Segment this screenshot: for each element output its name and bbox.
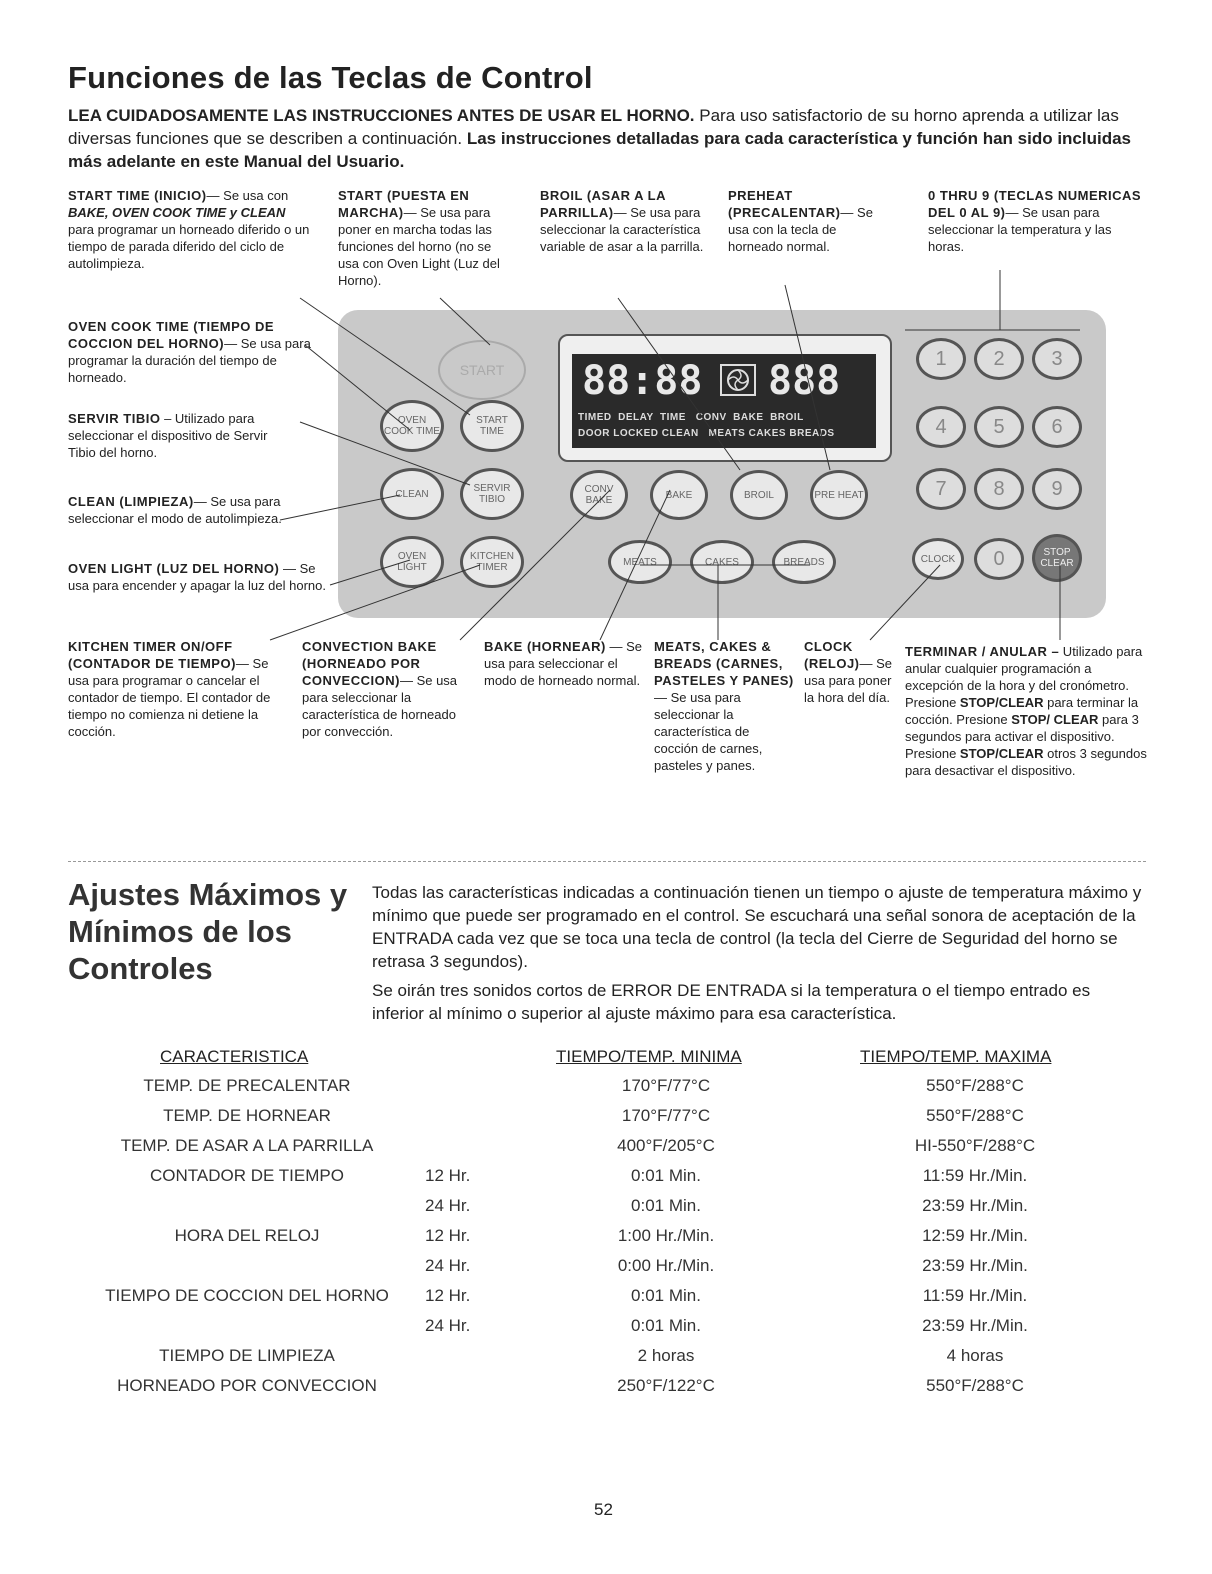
note-preheat-head: PREHEAT (PRECALENTAR)	[728, 188, 841, 220]
note-kitchen-timer-text: — Se usa para programar o cancelar el contador de tiempo. El contador de tiempo no comienza ni detiene la cocción.	[68, 656, 271, 739]
display-temp-digits: 888	[768, 358, 841, 404]
table-cell-max: 12:59 Hr./Min.	[922, 1226, 1028, 1245]
display-time-digits: 88:88	[582, 358, 703, 404]
note-servir-tibio-head: SERVIR TIBIO	[68, 411, 161, 426]
number-key-8[interactable]: 8	[974, 468, 1024, 510]
note-preheat-text: — Se usa con la tecla de horneado normal.	[728, 205, 873, 254]
intro-text-1: Para uso satisfactorio de su horno aprenda a utilizar las diversas funciones que se describen a continuación.	[68, 106, 1119, 148]
table-cell-min: 170°F/77°C	[621, 1106, 711, 1125]
section-divider	[68, 861, 1146, 862]
note-stop-text-2: para terminar la cocción. Presione	[905, 695, 1139, 727]
table-cell-max: 11:59 Hr./Min.	[922, 1166, 1028, 1185]
number-key-9[interactable]: 9	[1032, 468, 1082, 510]
note-oven-cook-time-head: OVEN COOK TIME (TIEMPO DE COCCION DEL HORNO)	[68, 319, 275, 351]
note-bake-head: BAKE (HORNEAR)	[484, 639, 606, 654]
note-convection	[302, 638, 472, 740]
note-meats-text: — Se usa para seleccionar la característica de cocción de carnes, pasteles y panes.	[654, 690, 763, 773]
servir-tibio-key[interactable]: SERVIR TIBIO	[460, 468, 524, 520]
note-start-time-italic: BAKE, OVEN COOK TIME y CLEAN	[68, 205, 286, 220]
note-clean-text: — Se usa para seleccionar el modo de autolimpieza.	[68, 494, 282, 526]
intro-bold-1: LEA CUIDADOSAMENTE LAS INSTRUCCIONES ANTES DE USAR EL HORNO.	[68, 106, 695, 125]
table-cell-feature: HORA DEL RELOJ	[174, 1226, 320, 1245]
table-cell-min: 170°F/77°C	[621, 1076, 711, 1095]
table-cell-max: 23:59 Hr./Min.	[922, 1256, 1028, 1275]
stop-clear-key[interactable]: STOP CLEAR	[1032, 534, 1082, 582]
note-bake-text: — Se usa para seleccionar el modo de horneado normal.	[484, 639, 642, 688]
note-clean-head: CLEAN (LIMPIEZA)	[68, 494, 194, 509]
note-stop-bold-2: STOP/ CLEAR	[1011, 712, 1099, 727]
table-cell-max: 550°F/288°C	[926, 1106, 1024, 1125]
number-key-0[interactable]: 0	[974, 538, 1024, 580]
section-paragraph-2: Se oirán tres sonidos cortos de ERROR DE ENTRADA si la temperatura o el tiempo entrado es inferior al mínimo o superior al ajuste máximo para esa característica.	[372, 981, 1091, 1023]
note-clock-text: — Se usa para poner la hora del día.	[804, 656, 893, 705]
table-cell-feature: HORNEADO POR CONVECCION	[117, 1376, 377, 1395]
table-header-min: TIEMPO/TEMP. MINIMA	[556, 1047, 742, 1066]
number-key-7[interactable]: 7	[916, 468, 966, 510]
page-title: Funciones de las Teclas de Control	[68, 60, 593, 95]
preheat-key[interactable]: PRE HEAT	[810, 470, 868, 520]
table-cell-min: 0:01 Min.	[631, 1286, 701, 1305]
table-cell-feature: TEMP. DE HORNEAR	[163, 1106, 331, 1125]
cakes-key[interactable]: CAKES	[690, 540, 754, 584]
table-cell-min: 2 horas	[637, 1346, 695, 1365]
note-servir-tibio-text: – Utilizado para seleccionar el dispositivo de Servir Tibio del horno.	[68, 411, 268, 460]
note-start-text: — Se usa para poner en marcha todas las funciones del horno (no se usa con Oven Light (Luz del Horno).	[338, 205, 500, 288]
table-cell-max: 11:59 Hr./Min.	[922, 1286, 1028, 1305]
oven-light-key[interactable]: OVEN LIGHT	[380, 536, 444, 588]
table-cell-feature: CONTADOR DE TIEMPO	[150, 1166, 344, 1185]
note-stop-bold-3: STOP/CLEAR	[959, 746, 1044, 761]
table-cell-mode: 12 Hr.	[425, 1166, 471, 1185]
table-cell-mode: 12 Hr.	[425, 1226, 471, 1245]
table-cell-min: 1:00 Hr./Min.	[617, 1226, 715, 1245]
table-cell-mode: 24 Hr.	[425, 1256, 471, 1275]
number-key-5[interactable]: 5	[974, 406, 1024, 448]
meats-key[interactable]: MEATS	[608, 540, 672, 584]
note-oven-light-head: OVEN LIGHT (LUZ DEL HORNO)	[68, 561, 280, 576]
table-cell-max: 23:59 Hr./Min.	[922, 1316, 1028, 1335]
number-key-2[interactable]: 2	[974, 338, 1024, 380]
clean-key[interactable]: CLEAN	[380, 468, 444, 520]
note-stop-text-3: para 3 segundos para activar el dispositivo. Presione	[905, 712, 1139, 761]
note-convection-head: CONVECTION BAKE (HORNEADO POR CONVECCION)	[302, 639, 437, 688]
clock-key[interactable]: CLOCK	[912, 538, 964, 580]
table-cell-feature: TIEMPO DE LIMPIEZA	[159, 1346, 335, 1365]
note-convection-text: — Se usa para seleccionar la característica de horneado por convección.	[302, 673, 458, 739]
table-cell-max: 550°F/288°C	[926, 1076, 1024, 1095]
table-cell-mode: 24 Hr.	[425, 1316, 471, 1335]
note-clock	[804, 638, 899, 706]
section-paragraph-1: Todas las características indicadas a continuación tienen un tiempo o ajuste de temperatura máximo y mínimo que puede ser programado en el control. Se escuchará una señal sonora de aceptación de la ENTRADA cada vez que se toca una tecla de control (la tecla del Cierre de Seguridad del horno se retrasa 3 segundos).	[372, 883, 1142, 971]
note-oven-cook-time-text: — Se usa para programar la duración del tiempo de horneado.	[68, 336, 311, 385]
note-stop-bold-1: STOP/CLEAR	[959, 695, 1044, 710]
note-kitchen-timer-head: KITCHEN TIMER ON/OFF (CONTADOR DE TIEMPO)	[68, 639, 236, 671]
start-key[interactable]: START TIME	[460, 400, 524, 452]
note-numbers-head: 0 THRU 9 (TECLAS NUMERICAS DEL 0 AL 9)	[928, 188, 1142, 220]
intro-bold-2: Las instrucciones detalladas para cada característica y función han sido incluidas más adelante en este Manual del Usuario.	[68, 129, 1131, 171]
table-cell-mode: 12 Hr.	[425, 1286, 471, 1305]
table-cell-max: 4 horas	[946, 1346, 1004, 1365]
note-numbers-text: — Se usan para seleccionar la temperatura y las horas.	[928, 205, 1112, 254]
note-oven-light-text: — Se usa para encender y apagar la luz del horno.	[68, 561, 327, 593]
note-stop-text-1: Utilizado para anular cualquier programación a excepción de la hora y del cronómetro. Presione	[905, 644, 1143, 710]
table-cell-max: HI-550°F/288°C	[914, 1136, 1036, 1155]
section-paragraphs	[372, 881, 1142, 1025]
note-meats	[654, 638, 794, 774]
display-indicators-row-2: DOOR LOCKED CLEAN MEATS CAKES BREADS	[578, 428, 835, 439]
breads-key[interactable]: BREADS	[772, 540, 836, 584]
note-stop-head: TERMINAR / ANULAR –	[905, 644, 1060, 659]
note-start-time-text-1: — Se usa con	[206, 188, 289, 203]
table-cell-mode: 24 Hr.	[425, 1196, 471, 1215]
number-key-3[interactable]: 3	[1032, 338, 1082, 380]
table-cell-max: 550°F/288°C	[926, 1376, 1024, 1395]
note-meats-head: MEATS, CAKES & BREADS (CARNES, PASTELES Y PANES)	[654, 639, 794, 688]
table-cell-min: 400°F/205°C	[617, 1136, 715, 1155]
table-cell-feature: TEMP. DE PRECALENTAR	[143, 1076, 351, 1095]
broil-key[interactable]: BROIL	[730, 470, 788, 520]
note-stop-text-4: otros 3 segundos para desactivar el dispositivo.	[905, 746, 1147, 778]
table-header-feature: CARACTERISTICA	[160, 1047, 309, 1066]
bake-key[interactable]: BAKE	[650, 470, 708, 520]
number-key-1[interactable]: 1	[916, 338, 966, 380]
section-title: Ajustes Máximos y Mínimos de los Controles	[68, 877, 348, 986]
table-cell-max: 23:59 Hr./Min.	[922, 1196, 1028, 1215]
table-cell-min: 0:00 Hr./Min.	[617, 1256, 715, 1275]
kitchen-timer-key[interactable]: KITCHEN TIMER	[460, 536, 524, 588]
table-header-max: TIEMPO/TEMP. MAXIMA	[860, 1047, 1052, 1066]
note-start-head: START (PUESTA EN MARCHA)	[338, 188, 470, 220]
number-key-4[interactable]: 4	[916, 406, 966, 448]
number-key-6[interactable]: 6	[1032, 406, 1082, 448]
note-bake	[484, 638, 644, 689]
page-number: 52	[594, 1500, 613, 1519]
table-cell-min: 0:01 Min.	[631, 1316, 701, 1335]
table-cell-min: 250°F/122°C	[617, 1376, 715, 1395]
table-cell-feature: TIEMPO DE COCCION DEL HORNO	[105, 1286, 389, 1305]
note-start-time-text-2: para programar un horneado diferido o un tiempo de parada diferido del ciclo de autolimpieza.	[68, 222, 310, 271]
table-cell-min: 0:01 Min.	[631, 1166, 701, 1185]
table-cell-feature: TEMP. DE ASAR A LA PARRILLA	[120, 1136, 374, 1155]
oven-cook-time-key[interactable]: OVEN COOK TIME	[380, 400, 444, 452]
table-cell-min: 0:01 Min.	[631, 1196, 701, 1215]
note-start-time-head: START TIME (INICIO)	[68, 188, 207, 203]
note-stop-clear	[905, 643, 1150, 779]
note-broil-head: BROIL (ASAR A LA PARRILLA)	[540, 188, 666, 220]
start-ghost-key: START	[438, 340, 526, 400]
display-indicators-row-1: TIMED DELAY TIME CONV BAKE BROIL	[578, 412, 804, 423]
note-broil-text: — Se usa para seleccionar la característica variable de asar a la parrilla.	[540, 205, 704, 254]
conv-bake-key[interactable]: CONV BAKE	[570, 470, 628, 520]
note-kitchen-timer	[68, 638, 273, 740]
note-clock-head: CLOCK (RELOJ)	[804, 639, 860, 671]
